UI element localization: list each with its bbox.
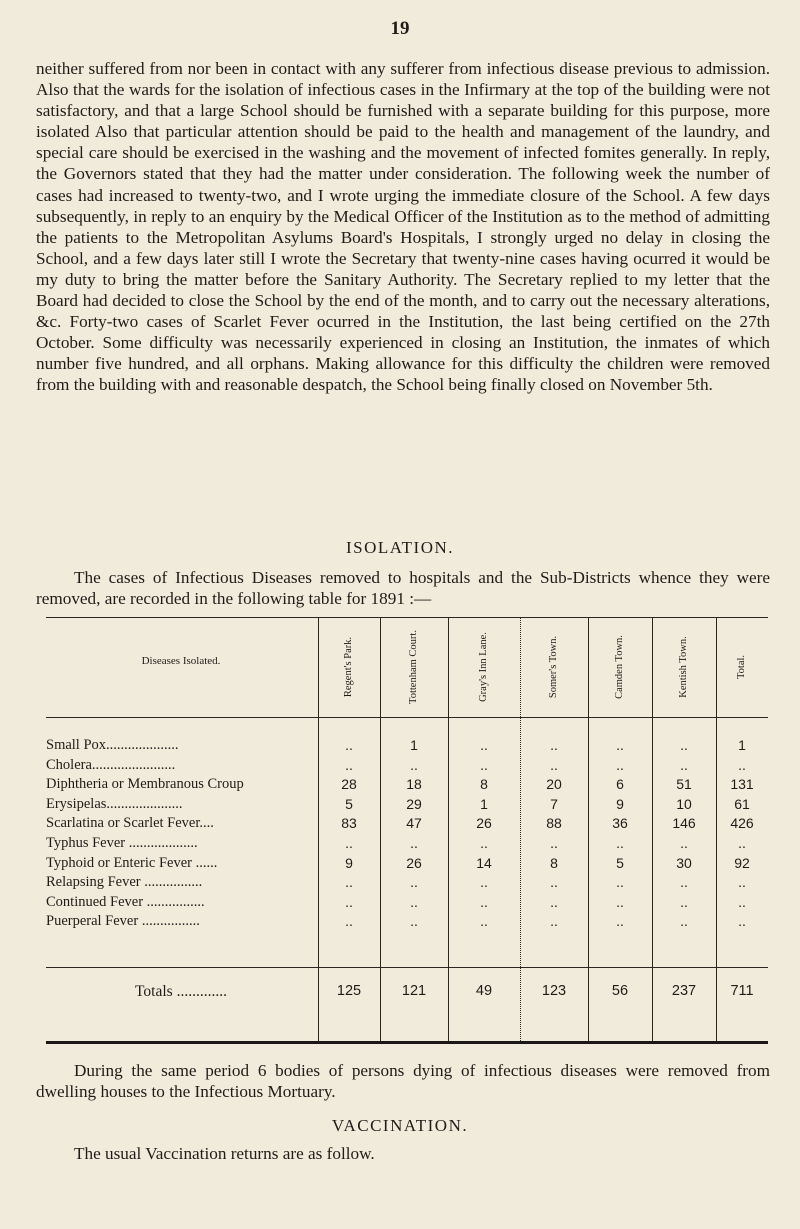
table-cell: 426 — [730, 815, 754, 832]
table-row — [46, 794, 768, 814]
table-rule-top — [46, 617, 768, 618]
table-row — [46, 735, 768, 755]
section-heading-isolation: ISOLATION. — [345, 538, 455, 557]
table-cell: .. — [345, 756, 353, 773]
table-rule-totals — [46, 967, 768, 968]
table-cell: 9 — [345, 854, 353, 871]
table-cell: .. — [738, 913, 746, 930]
table-cell: .. — [550, 893, 558, 910]
row-label: Scarlatina or Scarlet Fever.... — [46, 815, 214, 832]
table-cell: 8 — [480, 776, 488, 793]
table-cell: 61 — [734, 795, 750, 812]
table-cell: .. — [410, 893, 418, 910]
column-header: Tottenham Court. — [408, 630, 420, 704]
table-cell: .. — [680, 756, 688, 773]
table-cell: 92 — [734, 854, 750, 871]
table-cell: .. — [410, 756, 418, 773]
isolation-table — [46, 617, 768, 1049]
table-cell: .. — [480, 835, 488, 851]
table-cell: 131 — [730, 776, 754, 793]
table-rule-bottom — [46, 1041, 768, 1044]
column-header: Gray's Inn Lane. — [477, 632, 489, 702]
table-cell: 36 — [612, 815, 628, 832]
table-row — [46, 892, 768, 912]
table-cell: .. — [345, 737, 353, 753]
table-cell: 9 — [616, 795, 624, 812]
table-cell: .. — [738, 756, 746, 773]
table-row — [46, 872, 768, 892]
column-header: Total. — [736, 654, 747, 680]
table-row — [46, 774, 768, 794]
table-cell: .. — [738, 893, 746, 910]
table-cell: .. — [680, 737, 688, 753]
section-heading-vaccination: VACCINATION. — [331, 1116, 469, 1135]
table-rule-header — [46, 717, 768, 718]
total-cell: 56 — [611, 983, 629, 999]
table-cell: 29 — [406, 795, 422, 812]
table-cell: .. — [616, 737, 624, 753]
table-cell: 5 — [616, 854, 624, 871]
table-cell: .. — [345, 913, 353, 930]
row-label: Cholera....................... — [46, 756, 176, 773]
table-cell: .. — [550, 737, 558, 753]
table-cell: .. — [616, 835, 624, 851]
table-row — [46, 853, 768, 873]
table-cell: .. — [480, 913, 488, 930]
table-cell: 10 — [676, 795, 692, 812]
table-cell: 30 — [676, 854, 692, 871]
table-cell: .. — [616, 874, 624, 891]
table-cell: .. — [345, 893, 353, 910]
page-number: 19 — [390, 18, 410, 39]
table-header-diseases: Diseases Isolated. — [141, 655, 221, 667]
column-header: Camden Town. — [613, 635, 625, 699]
total-cell: 121 — [401, 983, 427, 999]
table-cell: .. — [345, 835, 353, 851]
table-cell: 14 — [476, 854, 492, 871]
table-cell: .. — [680, 835, 688, 851]
row-label: Diphtheria or Membranous Croup — [46, 776, 244, 793]
table-cell: 1 — [410, 737, 418, 753]
table-cell: .. — [550, 835, 558, 851]
body-paragraph-3: During the same period 6 bodies of persons dying of infectious diseases were removed from dwelling houses to the Infectious Mortuary. — [36, 1061, 770, 1102]
row-label: Typhoid or Enteric Fever ...... — [46, 854, 218, 871]
row-label: Puerperal Fever ................ — [46, 913, 200, 930]
table-cell: .. — [616, 893, 624, 910]
table-cell: .. — [738, 874, 746, 891]
total-cell: 125 — [336, 983, 362, 999]
row-label: Erysipelas..................... — [46, 795, 183, 812]
row-label: Typhus Fever ................... — [46, 835, 198, 851]
table-cell: .. — [550, 913, 558, 930]
table-cell: .. — [680, 893, 688, 910]
table-cell: 7 — [550, 795, 558, 812]
table-cell: .. — [680, 874, 688, 891]
table-cell: 28 — [341, 776, 357, 793]
table-cell: .. — [616, 756, 624, 773]
table-cell: .. — [345, 874, 353, 891]
row-label: Small Pox.................... — [46, 737, 179, 753]
table-cell: 26 — [476, 815, 492, 832]
table-cell: .. — [616, 913, 624, 930]
row-label: Continued Fever ................ — [46, 893, 205, 910]
table-cell: 146 — [672, 815, 696, 832]
table-cell: 1 — [738, 737, 746, 753]
table-cell: 88 — [546, 815, 562, 832]
table-cell: 47 — [406, 815, 422, 832]
table-cell: 26 — [406, 854, 422, 871]
table-cell: .. — [480, 893, 488, 910]
table-row — [46, 833, 768, 853]
table-cell: 8 — [550, 854, 558, 871]
table-cell: 6 — [616, 776, 624, 793]
table-cell: .. — [550, 756, 558, 773]
total-cell: 711 — [730, 983, 754, 999]
body-paragraph-2: The cases of Infectious Diseases removed to hospitals and the Sub-Districts whence they were removed, are recorded in the following table for 1891 :— — [36, 568, 770, 609]
table-cell: .. — [410, 835, 418, 851]
table-row — [46, 911, 768, 931]
column-header: Somer's Town. — [548, 635, 559, 699]
table-cell: .. — [680, 913, 688, 930]
column-header: Kentish Town. — [678, 636, 689, 698]
table-cell: .. — [550, 874, 558, 891]
total-cell: 237 — [671, 983, 697, 999]
table-cell: 51 — [676, 776, 692, 793]
table-cell: 83 — [341, 815, 357, 832]
row-label: Relapsing Fever ................ — [46, 874, 203, 891]
total-cell: 49 — [475, 983, 493, 999]
table-cell: 18 — [406, 776, 422, 793]
column-header: Regent's Park. — [343, 636, 354, 698]
table-cell: .. — [738, 835, 746, 851]
table-row — [46, 813, 768, 833]
table-cell: 5 — [345, 795, 353, 812]
table-cell: 1 — [480, 795, 488, 812]
table-cell: .. — [480, 737, 488, 753]
table-cell: .. — [480, 874, 488, 891]
body-paragraph-4: The usual Vaccination returns are as follow. — [74, 1144, 375, 1163]
totals-label: Totals ............. — [135, 983, 227, 1000]
table-cell: .. — [410, 874, 418, 891]
table-row — [46, 755, 768, 775]
table-cell: .. — [410, 913, 418, 930]
total-cell: 123 — [541, 983, 567, 999]
body-paragraph-1: neither suffered from nor been in contact with any sufferer from infectious disease previous to admission. Also that the wards for the isolation of infectious cases in the Infirmary at the top of the building were not satisfactory, and that a large School should be furnished with a separate building for this purpose, more isolated Also that particular attention should be paid to the health and management of the laundry, and special care should be exercised in the washing and the movement of infected fomites generally. In reply, the Governors stated that they had the matter under consideration. The following week the number of cases had increased to twenty-two, and I wrote urging the immediate closure of the School. A few days subsequently, in reply to an enquiry by the Medical Officer of the Institution as to the method of admitting the patients to the Metropolitan Asylums Board's Hospitals, I strongly urged no delay in closing the School, and a few days later still I wrote the Secretary that twenty-nine cases having ocurred it would be my duty to bring the matter before the Sanitary Authority. The Secretary replied to my letter that the Board had decided to close the School by the end of the month, and to carry out the necessary alterations, &c. Forty-two cases of Scarlet Fever ocurred in the Institution, the last being certified on the 27th October. Some difficulty was necessarily experienced in closing an Institution, the inmates of which number five hundred, and all orphans. Making allowance for this difficulty the children were removed from the building with and reasonable despatch, the School being finally closed on November 5th. — [36, 59, 770, 395]
table-cell: 20 — [546, 776, 562, 793]
table-cell: .. — [480, 756, 488, 773]
